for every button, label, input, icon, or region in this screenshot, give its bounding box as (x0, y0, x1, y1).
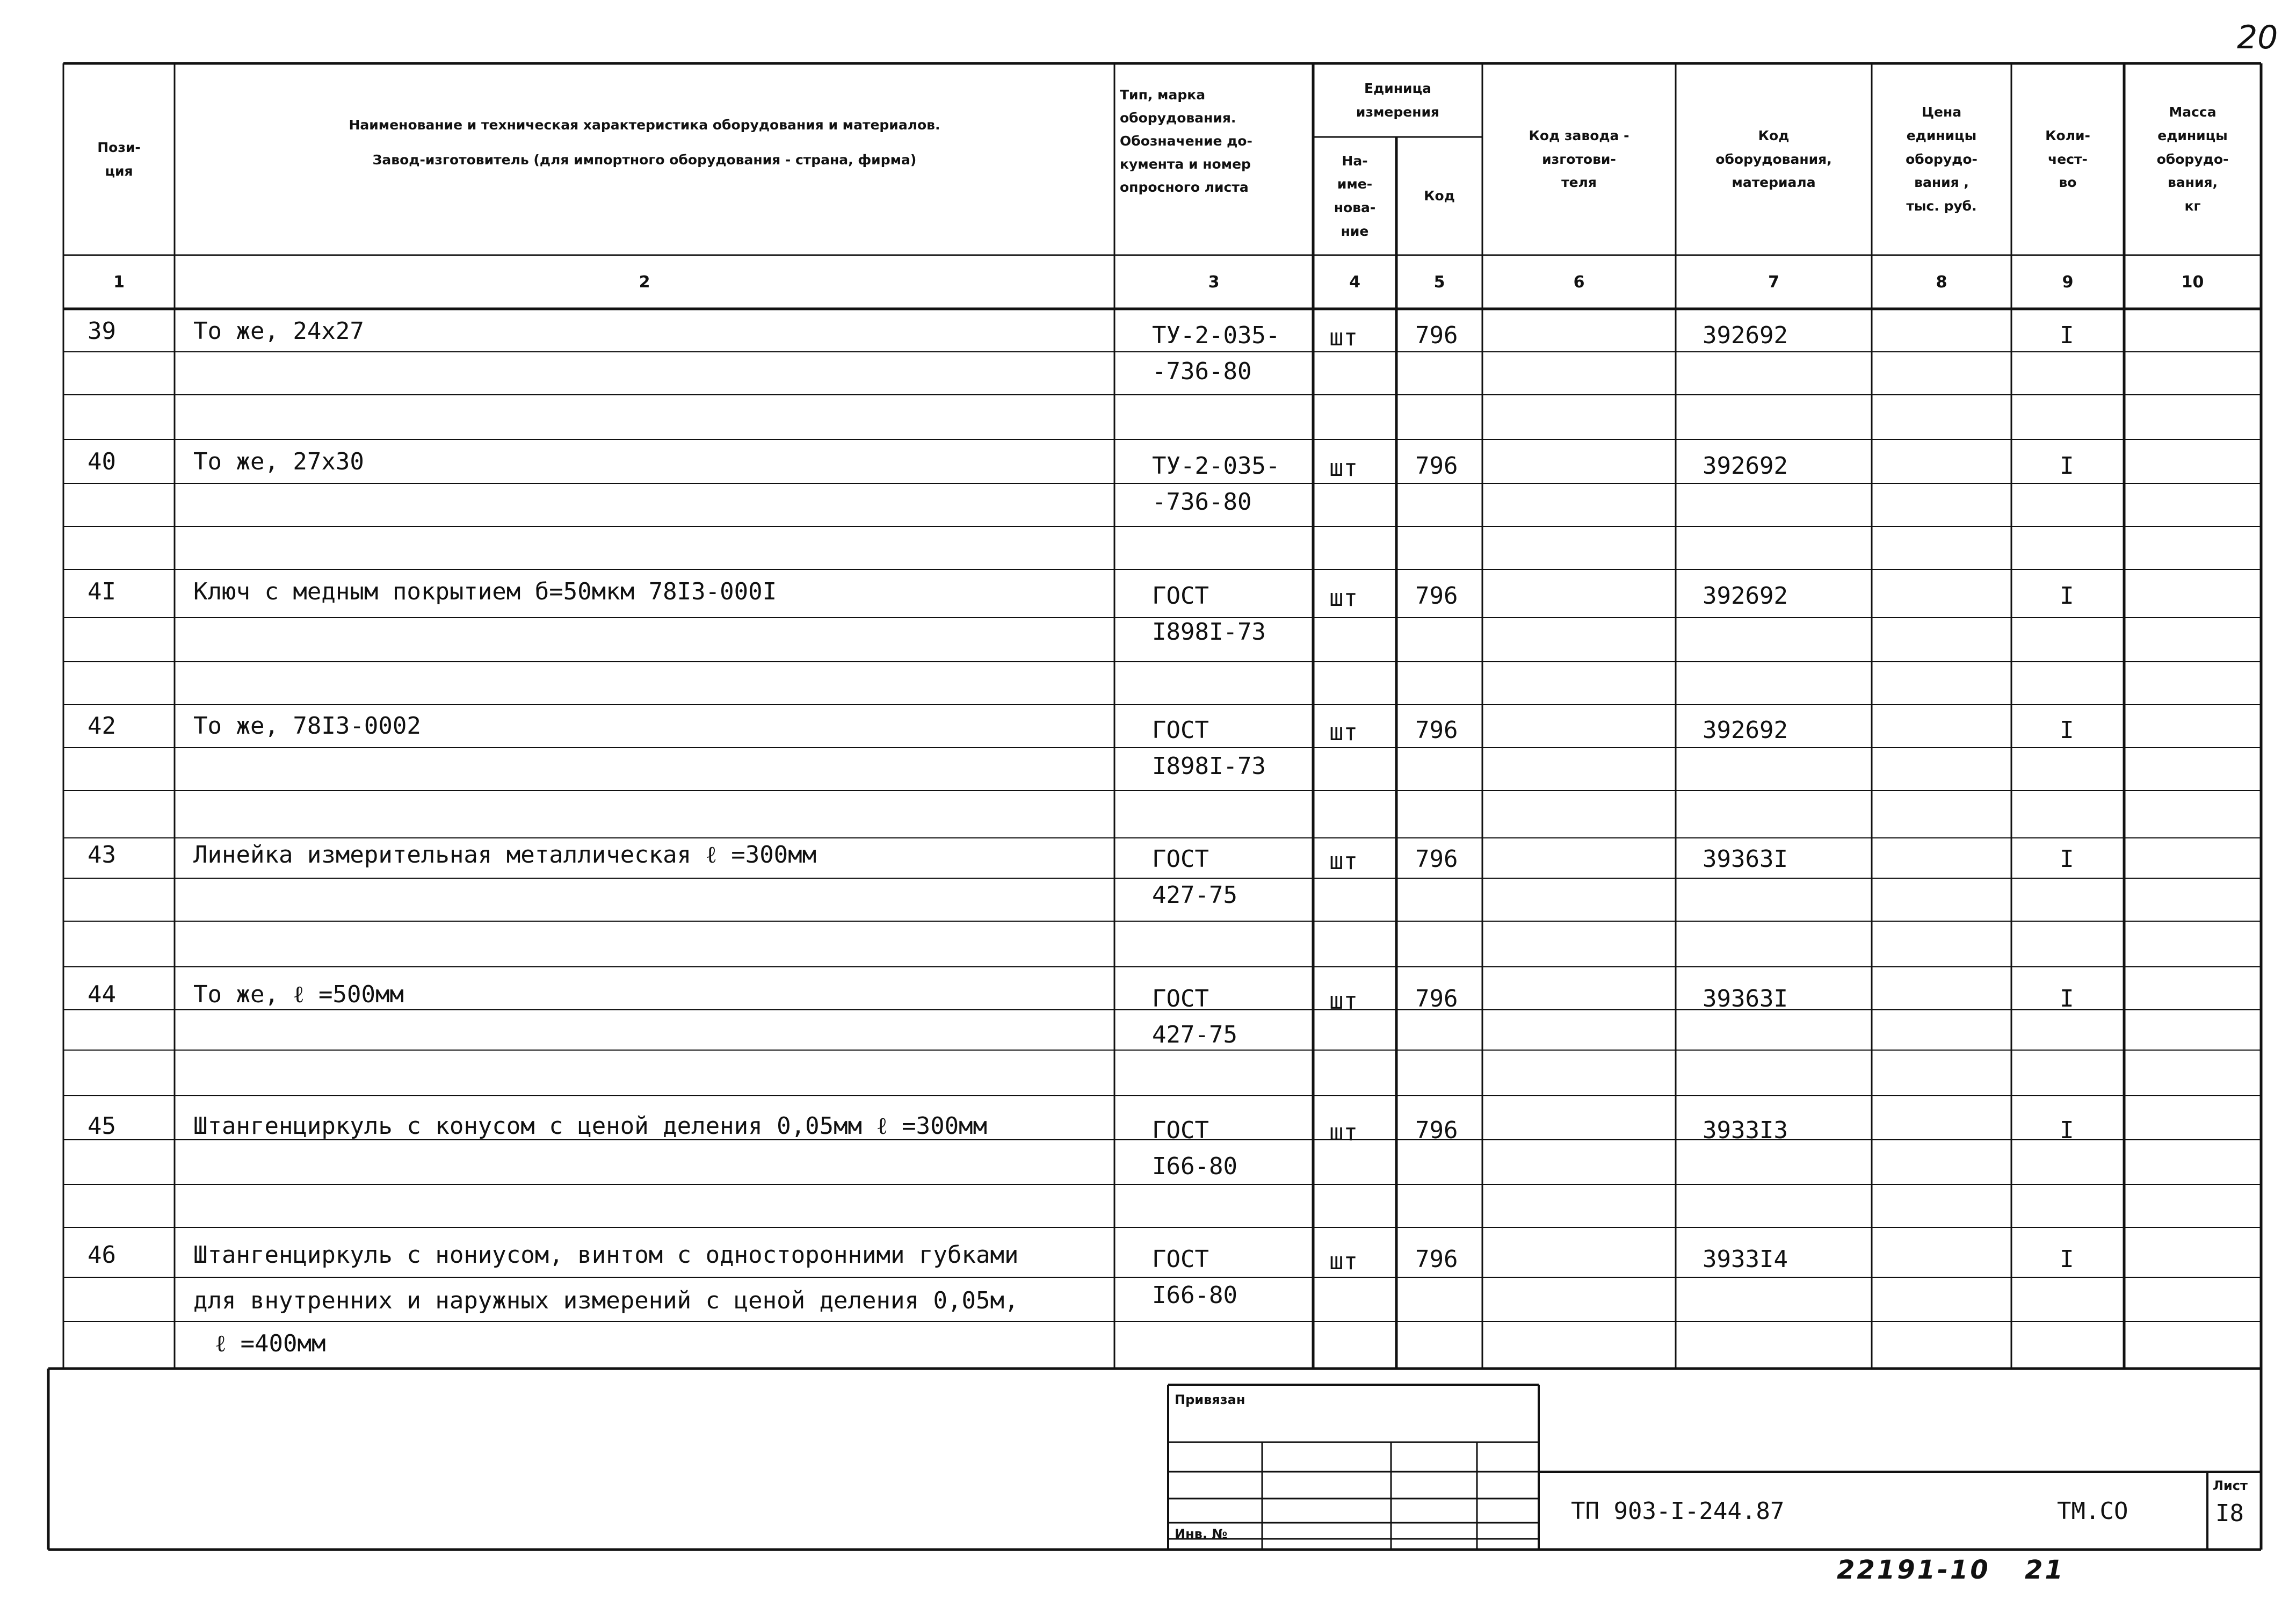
header-factory-code: Код завода - изготови- теля (1529, 127, 1629, 191)
row-quantity: I (2060, 845, 2074, 873)
header-unit-group: Единица измерения (1356, 80, 1440, 120)
stamp-inventory-label: Инв. № (1175, 1526, 1228, 1542)
row-unit-code: 796 (1415, 717, 1458, 744)
row-unit-name: шт (1329, 719, 1358, 746)
row-unit-name: шт (1329, 1119, 1358, 1146)
row-position: 40 (88, 448, 116, 475)
row-name-line-2: для внутренних и наружных измерений с ценой деления 0,05м, (193, 1287, 1019, 1314)
column-number: 9 (2062, 272, 2074, 292)
row-name-line-1: Линейка измерительная металлическая ℓ =300мм (193, 841, 817, 869)
row-position: 4I (88, 578, 116, 605)
header-name: Наименование и техническая характеристика оборудования и материалов. Завод-изготовитель (для импортного оборудования - страна, фирма) (349, 117, 940, 168)
column-number: 4 (1349, 272, 1360, 292)
column-number: 10 (2181, 272, 2204, 292)
row-type-line-1: ГОСТ (1152, 845, 1209, 873)
row-type-line-2: I66-80 (1152, 1153, 1237, 1180)
header-equipment-code: Код оборудования, материала (1715, 127, 1832, 191)
row-unit-code: 796 (1415, 582, 1458, 610)
row-equipment-code: 39363I (1703, 845, 1788, 873)
row-equipment-code: 3933I4 (1703, 1246, 1788, 1273)
row-unit-name: шт (1329, 848, 1358, 875)
row-type-line-1: ТУ-2-035- (1152, 452, 1280, 480)
row-position: 45 (88, 1112, 116, 1140)
row-quantity: I (2060, 1117, 2074, 1144)
row-name-line-1: То же, 78I3-0002 (193, 712, 421, 740)
row-position: 39 (88, 317, 116, 345)
row-type-line-2: -736-80 (1152, 488, 1252, 516)
column-number: 2 (639, 272, 650, 292)
row-type-line-1: ГОСТ (1152, 1117, 1209, 1144)
row-unit-code: 796 (1415, 1246, 1458, 1273)
row-unit-name: шт (1329, 987, 1358, 1015)
row-type-line-2: 427-75 (1152, 881, 1237, 909)
footer-page-number: 21 (2025, 1555, 2065, 1585)
row-unit-code: 796 (1415, 452, 1458, 480)
row-unit-name: шт (1329, 584, 1358, 612)
row-name-line-1: То же, 27х30 (193, 448, 364, 475)
row-equipment-code: 39363I (1703, 985, 1788, 1012)
row-name-line-1: Ключ с медным покрытием б=50мкм 78I3-000I (193, 578, 777, 605)
row-equipment-code: 392692 (1703, 717, 1788, 744)
row-type-line-2: I898I-73 (1152, 618, 1266, 646)
row-quantity: I (2060, 452, 2074, 480)
row-equipment-code: 392692 (1703, 582, 1788, 610)
row-unit-name: шт (1329, 1248, 1358, 1275)
header-unit-price: Цена единицы оборудо- вания , тыс. руб. (1906, 104, 1978, 214)
header-unit-mass: Масса единицы оборудо- вания, кг (2156, 104, 2229, 214)
row-equipment-code: 392692 (1703, 452, 1788, 480)
row-name-line-1: Штангенциркуль с конусом с ценой деления 0,05мм ℓ =300мм (193, 1112, 988, 1140)
row-position: 44 (88, 981, 116, 1008)
stamp-sheet-label: Лист (2213, 1478, 2248, 1493)
stamp-document-code: ТП 903-I-244.87 (1571, 1497, 1785, 1525)
row-name-line-3: ℓ =400мм (215, 1330, 326, 1357)
footer-archive-number: 22191-10 (1837, 1555, 1990, 1585)
column-number: 6 (1573, 272, 1585, 292)
row-equipment-code: 3933I3 (1703, 1117, 1788, 1144)
column-number: 5 (1433, 272, 1445, 292)
row-type-line-1: ГОСТ (1152, 717, 1209, 744)
column-number: 8 (1936, 272, 1947, 292)
row-type-line-2: I66-80 (1152, 1282, 1237, 1309)
row-quantity: I (2060, 985, 2074, 1012)
row-unit-code: 796 (1415, 845, 1458, 873)
row-position: 43 (88, 841, 116, 869)
header-type: Тип, марка оборудования. Обозначение до- кумента и номер опросного листа (1120, 87, 1252, 195)
stamp-attached-label: Привязан (1175, 1392, 1245, 1407)
column-number: 3 (1208, 272, 1220, 292)
row-name-line-1: То же, 24х27 (193, 317, 364, 345)
row-name-line-1: Штангенциркуль с нониусом, винтом с односторонними губками (193, 1241, 1019, 1269)
row-type-line-2: 427-75 (1152, 1021, 1237, 1048)
row-quantity: I (2060, 582, 2074, 610)
header-quantity: Коли- чест- во (2045, 127, 2090, 191)
column-number: 7 (1768, 272, 1779, 292)
row-unit-name: шт (1329, 454, 1358, 482)
row-name-line-1: То же, ℓ =500мм (193, 981, 404, 1008)
stamp-section-code: ТМ.СО (2057, 1497, 2128, 1525)
row-quantity: I (2060, 322, 2074, 349)
row-type-line-1: ГОСТ (1152, 985, 1209, 1012)
row-type-line-1: ГОСТ (1152, 1246, 1209, 1273)
row-quantity: I (2060, 717, 2074, 744)
row-type-line-2: -736-80 (1152, 358, 1252, 385)
row-unit-code: 796 (1415, 985, 1458, 1012)
header-position: Пози- ция (97, 139, 141, 179)
row-unit-name: шт (1329, 324, 1358, 351)
header-unit-code: Код (1424, 188, 1455, 204)
row-type-line-2: I898I-73 (1152, 753, 1266, 780)
row-equipment-code: 392692 (1703, 322, 1788, 349)
header-unit-name: На- име- нова- ние (1334, 153, 1376, 239)
page-number: 20 (2237, 19, 2278, 56)
column-number: 1 (113, 272, 125, 292)
row-unit-code: 796 (1415, 322, 1458, 349)
row-type-line-1: ГОСТ (1152, 582, 1209, 610)
row-quantity: I (2060, 1246, 2074, 1273)
row-position: 42 (88, 712, 116, 740)
row-type-line-1: ТУ-2-035- (1152, 322, 1280, 349)
row-position: 46 (88, 1241, 116, 1269)
row-unit-code: 796 (1415, 1117, 1458, 1144)
stamp-sheet-number: I8 (2215, 1500, 2244, 1527)
